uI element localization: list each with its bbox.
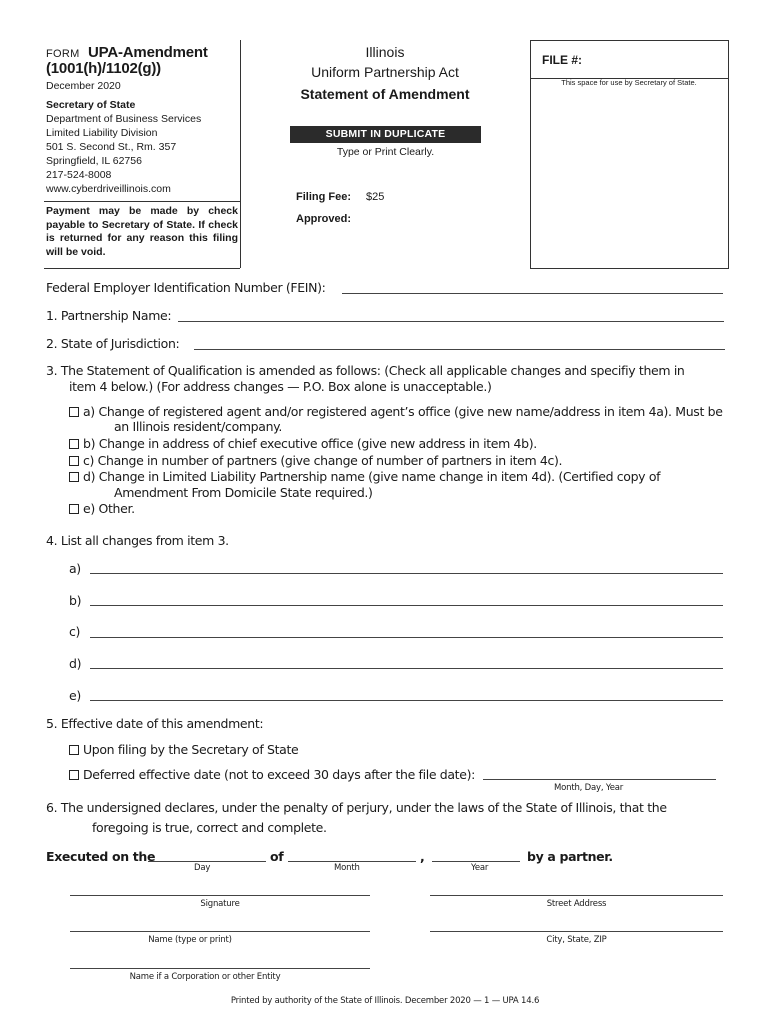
- change-c-label: c): [69, 624, 81, 639]
- checkbox-b[interactable]: [69, 439, 79, 449]
- submit-banner: SUBMIT IN DUPLICATE: [290, 126, 481, 143]
- city-caption: City, State, ZIP: [546, 935, 607, 945]
- signature-caption: Signature: [200, 899, 240, 909]
- divider: [530, 268, 729, 269]
- executed-month-field[interactable]: [288, 861, 416, 862]
- month-caption: Month: [334, 863, 360, 873]
- divider: [728, 40, 729, 269]
- day-caption: Day: [194, 863, 211, 873]
- office-title: Secretary of State: [46, 99, 136, 111]
- by-partner-label: by a partner.: [527, 849, 613, 864]
- item6-text: foregoing is true, correct and complete.: [92, 820, 327, 835]
- signature-field[interactable]: [70, 895, 370, 896]
- comma: ,: [420, 849, 425, 864]
- act-name: Uniform Partnership Act: [311, 64, 459, 80]
- partnership-name-label: 1. Partnership Name:: [46, 308, 172, 323]
- divider: [530, 40, 729, 41]
- date-caption: Month, Day, Year: [554, 783, 624, 793]
- change-b-label: b): [69, 593, 82, 608]
- divider: [44, 268, 240, 269]
- option-c-label: c) Change in number of partners (give change of number of partners in item 4c).: [83, 453, 563, 468]
- printed-name-field[interactable]: [70, 931, 370, 932]
- office-address: [46, 112, 240, 196]
- entity-caption: Name if a Corporation or other Entity: [129, 972, 281, 982]
- city-state-zip-field[interactable]: [430, 931, 723, 932]
- item3-text: 3. The Statement of Qualification is amended as follows: (Check all applicable changes and specifiy them in: [46, 363, 685, 378]
- filing-fee-value: $25: [366, 191, 385, 203]
- checkbox-upon-filing[interactable]: [69, 745, 79, 755]
- change-a-field[interactable]: [90, 573, 723, 574]
- form-date: December 2020: [46, 80, 121, 92]
- statement-title: Statement of Amendment: [300, 86, 470, 102]
- form-label: FORM: [46, 48, 80, 60]
- upon-filing-label: Upon filing by the Secretary of State: [83, 742, 299, 757]
- change-d-label: d): [69, 656, 82, 671]
- item5-label: 5. Effective date of this amendment:: [46, 716, 264, 731]
- change-a-label: a): [69, 561, 81, 576]
- fein-field[interactable]: [342, 293, 723, 294]
- change-d-field[interactable]: [90, 668, 723, 669]
- checkbox-deferred[interactable]: [69, 770, 79, 780]
- file-number-label: FILE #:: [542, 53, 583, 67]
- partnership-name-field[interactable]: [178, 321, 724, 322]
- option-d-label: Amendment From Domicile State required.): [114, 485, 373, 500]
- type-print-note: Type or Print Clearly.: [336, 146, 435, 158]
- option-b-label: b) Change in address of chief executive office (give new address in item 4b).: [83, 436, 537, 451]
- fein-label: Federal Employer Identification Number (FEIN):: [46, 280, 326, 295]
- of-label: of: [270, 849, 284, 864]
- checkbox-c[interactable]: [69, 456, 79, 466]
- change-b-field[interactable]: [90, 605, 723, 606]
- footer-note: Printed by authority of the State of Illinois. December 2020 — 1 — UPA 14.6: [230, 996, 540, 1006]
- jurisdiction-label: 2. State of Jurisdiction:: [46, 336, 180, 351]
- divider: [44, 201, 240, 202]
- deferred-label: Deferred effective date (not to exceed 30 days after the file date):: [83, 767, 475, 782]
- change-c-field[interactable]: [90, 637, 723, 638]
- deferred-date-field[interactable]: [483, 779, 716, 780]
- filing-fee-label: Filing Fee:: [296, 191, 351, 203]
- item3-text: item 4 below.) (For address changes — P.O. Box alone is unacceptable.): [69, 379, 492, 394]
- approved-label: Approved:: [296, 213, 351, 225]
- office-line: Limited Liability Division: [46, 127, 158, 139]
- office-line: 217-524-8008: [46, 169, 112, 181]
- street-caption: Street Address: [546, 899, 607, 909]
- street-address-field[interactable]: [430, 895, 723, 896]
- checkbox-d[interactable]: [69, 472, 79, 482]
- form-number: (1001(h)/1102(g)): [46, 60, 161, 77]
- office-line: Department of Business Services: [46, 113, 202, 125]
- office-line: 501 S. Second St., Rm. 357: [46, 141, 177, 153]
- option-d-label: d) Change in Limited Liability Partnership name (give name change in item 4d). (Certified copy of: [83, 469, 661, 484]
- item4-label: 4. List all changes from item 3.: [46, 533, 229, 548]
- file-note: This space for use by Secretary of State.: [561, 78, 697, 87]
- option-a-label: a) Change of registered agent and/or registered agent’s office (give new name/address in item 4a). Must be: [83, 404, 723, 419]
- executed-day-field[interactable]: [148, 861, 266, 862]
- office-line: Springfield, IL 62756: [46, 155, 142, 167]
- checkbox-a[interactable]: [69, 407, 79, 417]
- name-caption: Name (type or print): [148, 935, 232, 945]
- item6-text: 6. The undersigned declares, under the penalty of perjury, under the laws of the State of Illinois, that the: [46, 800, 667, 815]
- payment-note: Payment may be made by check payable to Secretary of State. If check is returned for any reason this filing will be void.: [46, 205, 238, 258]
- state-name: Illinois: [365, 44, 405, 60]
- entity-name-field[interactable]: [70, 968, 370, 969]
- option-e-label: e) Other.: [83, 501, 135, 516]
- checkbox-e[interactable]: [69, 504, 79, 514]
- file-space[interactable]: [533, 92, 727, 266]
- year-caption: Year: [471, 863, 489, 873]
- website-link: www.cyberdriveillinois.com: [46, 183, 171, 195]
- jurisdiction-field[interactable]: [194, 349, 725, 350]
- executed-label: Executed on the: [46, 849, 156, 864]
- change-e-label: e): [69, 688, 81, 703]
- form-title: UPA-Amendment: [88, 44, 208, 61]
- change-e-field[interactable]: [90, 700, 723, 701]
- executed-year-field[interactable]: [432, 861, 520, 862]
- option-a-label: an Illinois resident/company.: [114, 419, 283, 434]
